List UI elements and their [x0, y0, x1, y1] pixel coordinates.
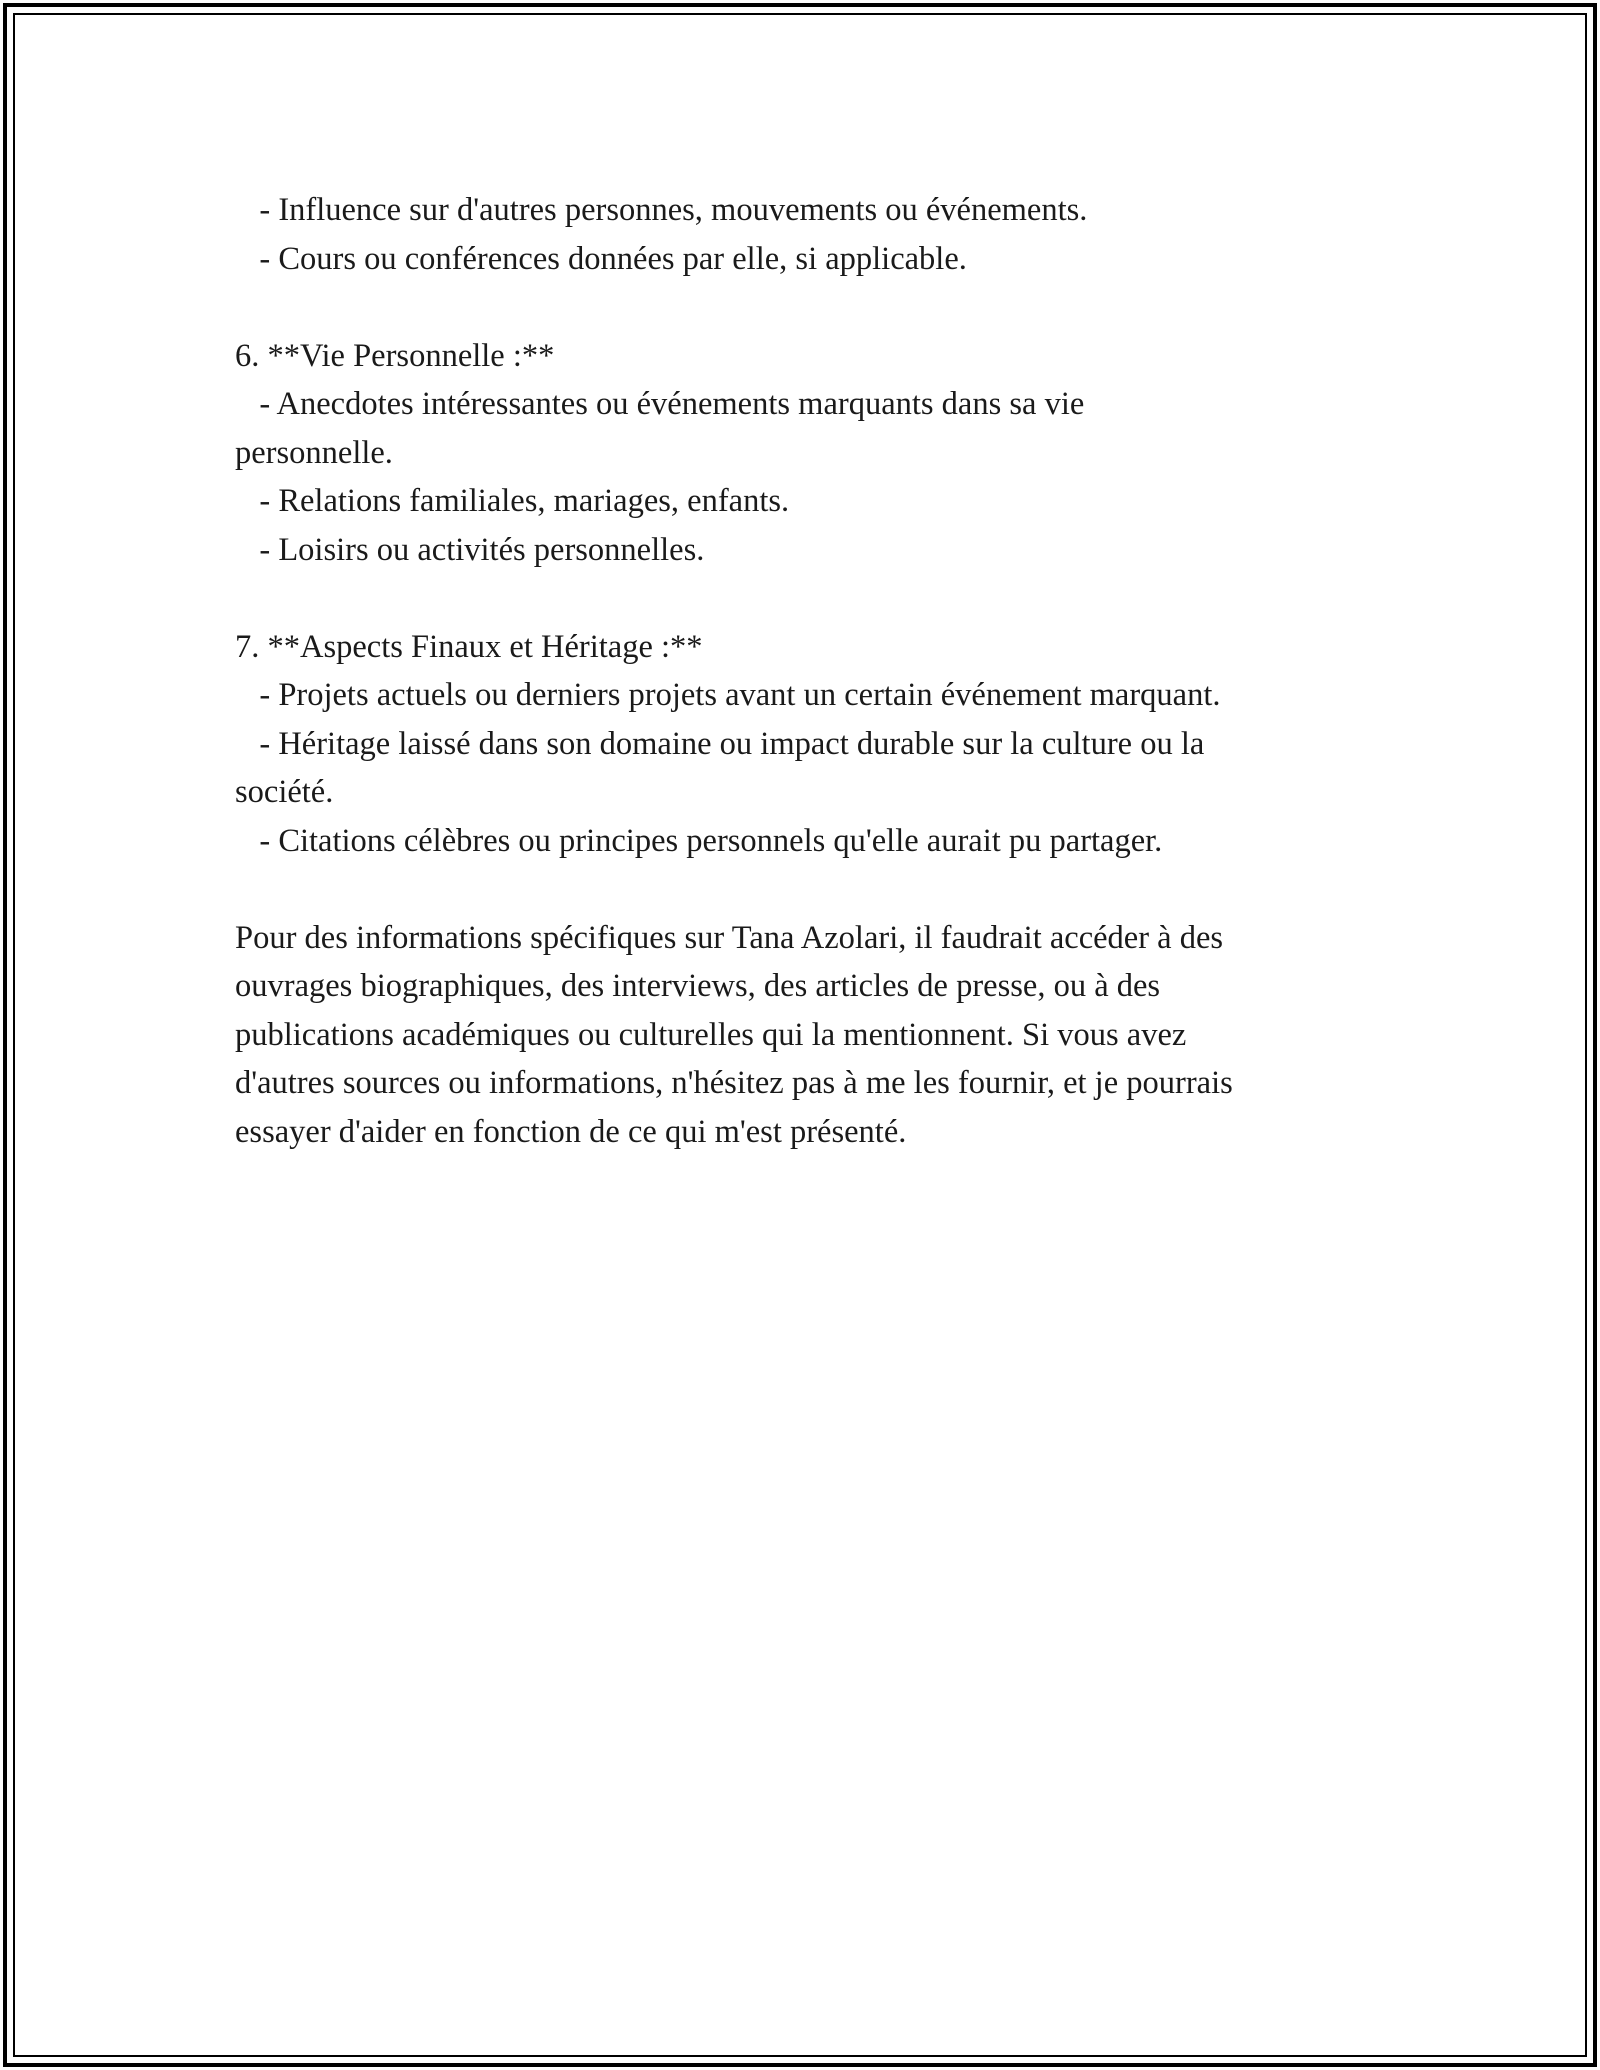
text-line: - Anecdotes intéressantes ou événements marquants dans sa vie: [235, 386, 1085, 422]
section-heading: 7. **Aspects Finaux et Héritage :**: [235, 628, 703, 665]
text-line: - Cours ou conférences données par elle, si applicable.: [235, 240, 967, 277]
paragraph-line: d'autres sources ou informations, n'hésitez pas à me les fournir, et je pourrais: [235, 1065, 1233, 1101]
paragraph-line: Pour des informations spécifiques sur Tana Azolari, il faudrait accéder à des: [235, 919, 1224, 956]
paragraph-line: ouvrages biographiques, des interviews, des articles de presse, ou à des: [235, 968, 1161, 1004]
paragraph-line: essayer d'aider en fonction de ce qui m'est présenté.: [235, 1113, 907, 1150]
text-line: - Relations familiales, mariages, enfants.: [235, 483, 790, 519]
text-line: - Héritage laissé dans son domaine ou impact durable sur la culture ou la: [235, 725, 1205, 762]
text-line: - Influence sur d'autres personnes, mouvements ou événements.: [235, 192, 1088, 228]
blank-line: [235, 283, 1395, 332]
document-body: [235, 186, 1395, 1156]
blank-line: [235, 865, 1395, 914]
paragraph-line: publications académiques ou culturelles qui la mentionnent. Si vous avez: [235, 1016, 1187, 1053]
text-line: personnelle.: [235, 434, 393, 471]
text-line: société.: [235, 774, 334, 810]
text-line: - Citations célèbres ou principes personnels qu'elle aurait pu partager.: [235, 822, 1163, 859]
section-heading: 6. **Vie Personnelle :**: [235, 337, 555, 374]
text-line: - Projets actuels ou derniers projets avant un certain événement marquant.: [235, 677, 1221, 713]
text-line: - Loisirs ou activités personnelles.: [235, 531, 705, 568]
blank-line: [235, 574, 1395, 623]
